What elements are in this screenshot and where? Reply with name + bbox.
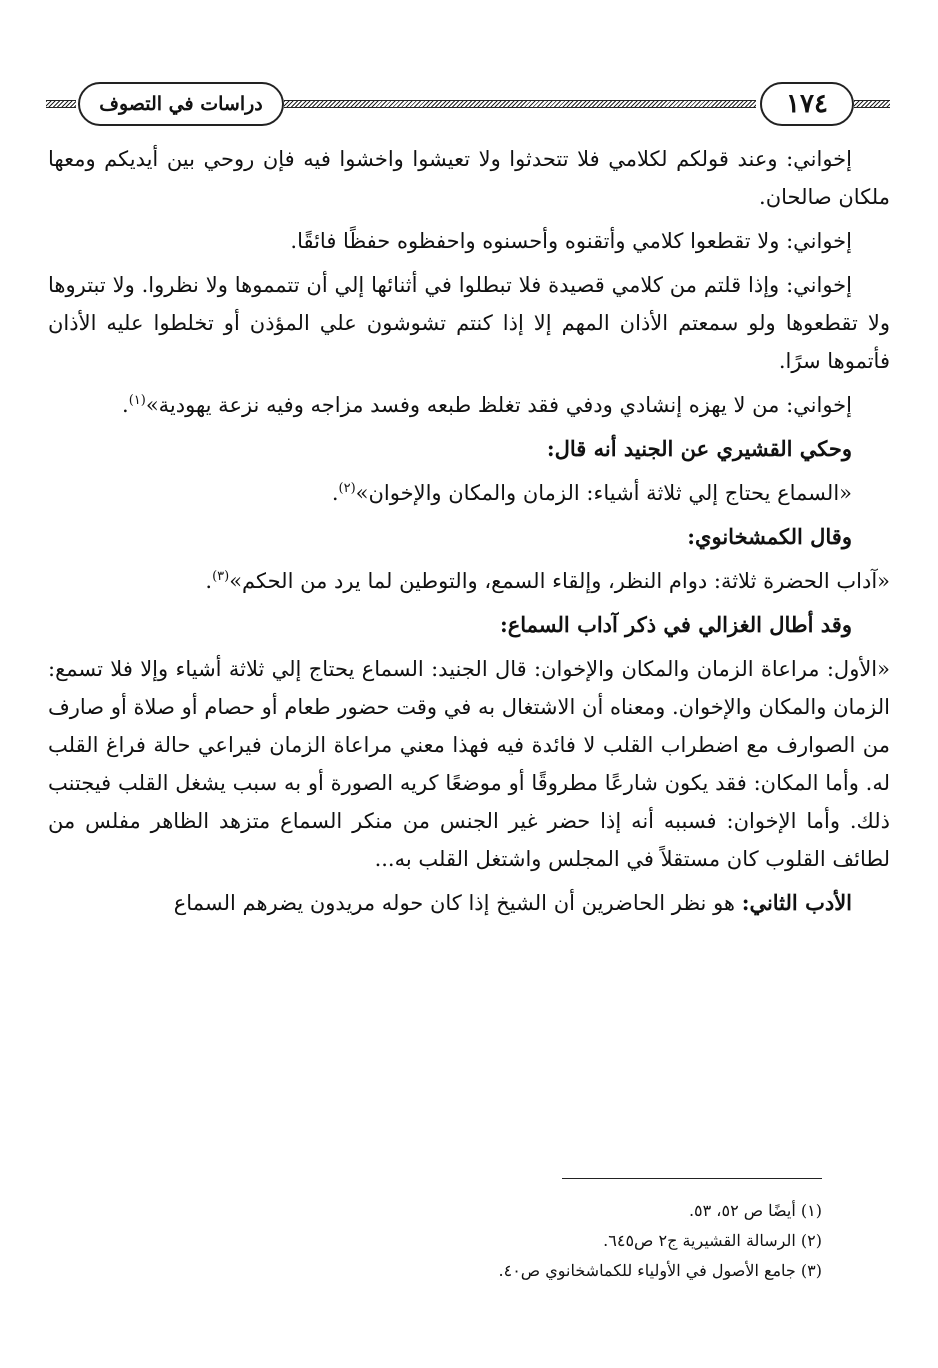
header-ornament-right	[854, 100, 890, 108]
running-title: دراسات في التصوف	[78, 82, 284, 126]
page-number: ١٧٤	[760, 82, 854, 126]
section-lead: وحكي القشيري عن الجنيد أنه قال:	[546, 436, 852, 461]
paragraph: إخواني: من لا يهزه إنشادي ودفي فقد تغلظ طبعه وفسد مزاجه وفيه نزعة يهودية»$^{(١)}$.	[122, 393, 852, 417]
footnote-ref: (٢)	[338, 481, 356, 496]
paragraph: إخواني: وإذا قلتم من كلامي قصيدة فلا تبطلوا في أثنائها إلي أن تتمموها ولا نظروا. ولا تبتروها ولا تقطعوها ولو سمعتم الأذان المهم إلا إذا كنتم تشوشون علي المؤذن أو تخلطوا عليه الأذان فأتموها سرًا.	[48, 273, 890, 373]
quote: «آداب الحضرة ثلاثة: دوام النظر، وإلقاء السمع، والتوطين لما يرد من الحكم»$^{(٣)}$.	[205, 569, 890, 593]
section-lead: وقال الكمشخانوي:	[687, 524, 852, 549]
footnote-ref: (١)	[128, 393, 146, 408]
header-ornament-middle	[284, 100, 756, 108]
footnote-ref: (٣)	[212, 569, 230, 584]
footnote: (١) أيضًا ص ٥٢، ٥٣.	[688, 1201, 822, 1220]
subheading: الأدب الثاني:	[741, 890, 852, 915]
quote: «الأول: مراعاة الزمان والمكان والإخوان: قال الجنيد: السماع يحتاج إلي ثلاثة أشياء وإلا فلا تسمع: الزمان والمكان والإخوان. ومعناه أن الاشتغال به في وقت حضور طعام أو حصام أو صلاة أو صارف من الصوارف مع اضطراب القلب لا فائدة فيه فهذا معني مراعاة الزمان فيراعي حالة فراغ القلب له. وأما المكان: فقد يكون شارعًا مطروقًا أو موضعًا كريه الصورة أو به سبب يشغل القلب فيجتنب ذلك. وأما الإخوان: فسببه أنه إذا حضر غير الجنس من منكر السماع متزهد الظاهر مفلس من لطائف القلوب كان مستقلاً في المجلس واشتغل القلب به...	[48, 657, 891, 871]
paragraph: إخواني: وعند قولكم لكلامي فلا تتحدثوا ولا تعيشوا واخشوا فيه فإن روحي بين أيديكم ومعها ملكان صالحان.	[48, 147, 890, 209]
paragraph: إخواني: ولا تقطعوا كلامي وأتقنوه وأحسنوه واحفظوه حفظًا فائقًا.	[290, 229, 852, 253]
paragraph-text: هو نظر الحاضرين أن الشيخ إذا كان حوله مريدون يضرهم السماع	[173, 891, 735, 915]
quote-text: «السماع يحتاج إلي ثلاثة أشياء: الزمان والمكان والإخوان»	[355, 481, 852, 505]
running-header	[46, 78, 890, 126]
main-text	[48, 140, 890, 928]
paragraph-text: إخواني: من لا يهزه إنشادي ودفي فقد تغلظ طبعه وفسد مزاجه وفيه نزعة يهودية»	[145, 393, 852, 417]
quote-text: «آداب الحضرة ثلاثة: دوام النظر، وإلقاء السمع، والتوطين لما يرد من الحكم»	[229, 569, 890, 593]
footnotes	[380, 1196, 822, 1286]
footnote-separator	[562, 1178, 822, 1179]
quote: «السماع يحتاج إلي ثلاثة أشياء: الزمان والمكان والإخوان»$^{(٢)}$.	[331, 481, 852, 505]
footnote: (٣) جامع الأصول في الأولياء للكماشخانوي ص٤٠.	[498, 1261, 822, 1280]
footnote: (٢) الرسالة القشيرية ج٢ ص٦٤٥.	[603, 1231, 822, 1250]
header-ornament-left	[46, 100, 76, 108]
section-lead: وقد أطال الغزالي في ذكر آداب السماع:	[499, 612, 852, 637]
paragraph	[48, 884, 890, 922]
